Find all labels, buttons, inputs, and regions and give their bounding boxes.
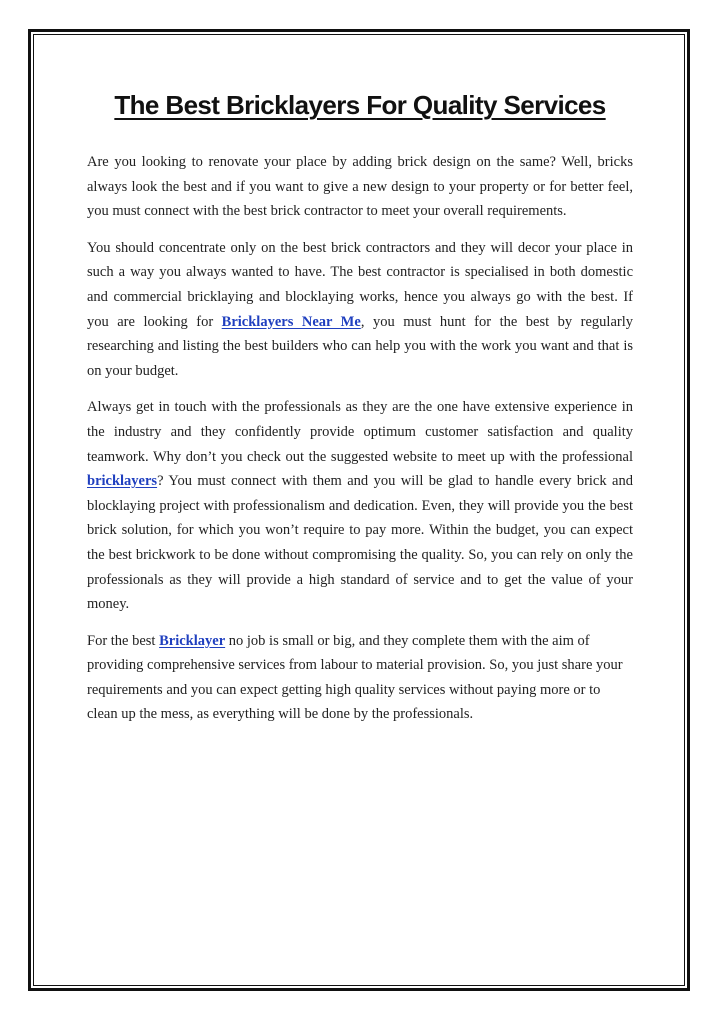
- document-title: The Best Bricklayers For Quality Services: [114, 90, 606, 120]
- paragraph-3-text-a: Always get in touch with the professionals as they are the one have extensive experience in the industry and they confidently provide optimum customer satisfaction and quality teamwork. Why don’t you check out the suggested website to meet up with the professional: [87, 399, 633, 465]
- link-bricklayers-near-me[interactable]: Bricklayers Near Me: [221, 313, 361, 330]
- paragraph-2: [87, 236, 633, 384]
- link-bricklayer[interactable]: Bricklayer: [159, 632, 226, 649]
- paragraph-2-text-b: , you must hunt for the best by regularly researching and listing the best builders who can help you with the work you want and that is on your budget.: [87, 313, 633, 379]
- paragraph-3-text-b: ? You must connect with them and you will be glad to handle every brick and blocklaying project with professionalism and dedication. Even, they will provide you the best brick solution, for which you won’t require to pay more. Within the budget, you can expect the best brickwork to be done without compromising the quality. So, you can rely on only the professionals as they will provide a high standard of service and to get the value of your money.: [87, 473, 633, 613]
- paragraph-4: [87, 629, 633, 727]
- paragraph-4-text-a: For the best: [87, 632, 160, 649]
- paragraph-4-text-b: no job is small or big, and they complete them with the aim of providing comprehensive services from labour to material provision. So, you just share your requirements and you can expect getting high quality services without paying more or to clean up the mess, as everything will be done by the professionals.: [87, 632, 623, 723]
- document-body: [87, 88, 633, 739]
- link-bricklayers[interactable]: bricklayers: [87, 473, 158, 490]
- paragraph-3: [87, 395, 633, 616]
- paragraph-2-text-a: You should concentrate only on the best brick contractors and they will decor your place in such a way you always wanted to have. The best contractor is specialised in both domestic and commercial bricklaying and blocklaying works, hence you always go with the best. If you are looking for: [87, 239, 633, 330]
- paragraph-1: [87, 150, 633, 224]
- paragraph-1-text: Are you looking to renovate your place by adding brick design on the same? Well, bricks always look the best and if you want to give a new design to your property or for better feel, you must connect with the best brick contractor to meet your overall requirements.: [87, 154, 633, 220]
